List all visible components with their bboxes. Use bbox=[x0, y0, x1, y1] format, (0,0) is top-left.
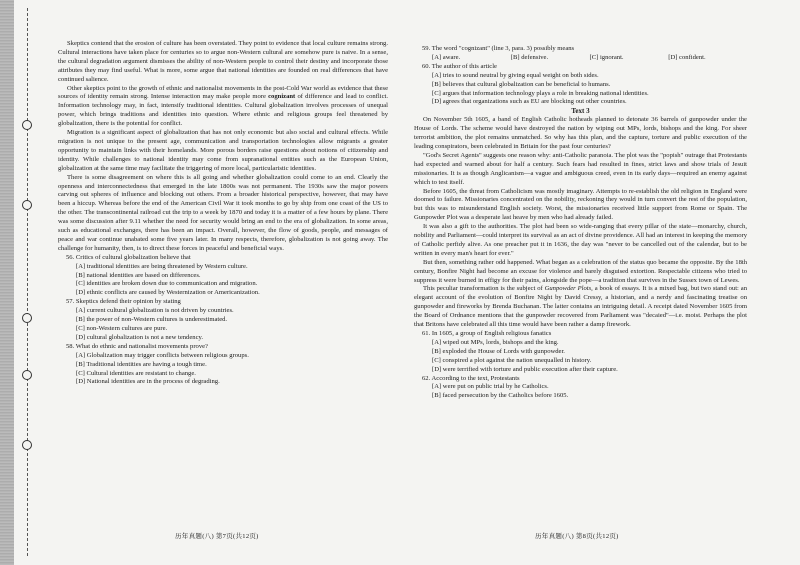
answer-option: [B] national identities are based on differences. bbox=[76, 271, 201, 279]
answer-option: [C] identities are broken down due to communication and migration. bbox=[76, 280, 258, 288]
page-footer: 历年真题(八) 第7页(共12页) bbox=[175, 533, 259, 540]
paragraph-text: of difference and lead to conflict. Information technology may, in fact, intensify traditional identities. Cultural globalization involves processes of unequal power, which brings traditions and identities into question. Where ethnic and religious groups feel threatened by globalization, there is the potential for conflict. bbox=[58, 93, 388, 128]
binding-hole bbox=[22, 200, 32, 210]
passage-paragraph: Skeptics contend that the erosion of culture has been overstated. They point to evidence that local culture remains strong. Cultural interactions have taken place for centuries so to argue non-Western cultural are somehow pure is naive. In a sense, the cultural degradation argument dismisses the ability of non-Western people to control their destiny and incorporate those attributes they may find useful. What is more, some argue that national identities are founded on real differences that have continued salience. bbox=[58, 40, 388, 83]
passage-paragraph: There is some disagreement on where this is all going and whether globalization could come to an end. Clearly the openness and interconnectedness that emerged in the late 1800s was not permanent. The 1930s saw the major powers carving out spheres of influence and blocking out others. From a broader historical perspective, however, that may have been a hiccup. Whereas before the end of the American Civil War it took months to go by ship from one coast of the US to the other. The transcontinental railroad cut the trip to a week by 1870 and today it is a matter of a few hours by plane. There was some discussion after 9.11 whether the need for security would bring an end to the era of globalization. In some areas, such as educational exchanges, there has been an impact. Overall, however, the flow of goods, people, and messages of peace and war continue unabated some five years later. In many respects, therefore, globalization is not going away. The challenge for humanity, then, is to direct these forces in peaceful and beneficial ways. bbox=[58, 173, 388, 252]
binding-hole bbox=[22, 370, 32, 380]
answer-options-row bbox=[414, 54, 747, 63]
answer-option: [D] confident. bbox=[668, 53, 706, 61]
answer-option: [A] aware. bbox=[432, 53, 461, 61]
passage-paragraph: It was also a gift to the authorities. The plot had been so wide-ranging that every pillar of the state—monarchy, church, nobility and Parliament—could interpret its survival as an act of divine providence. All had an interest in keeping the memory of Catholic perfidy alive. As one preacher put it in 1636, the day was "never to be cancelled out of the calendar, but to be written in every man's heart for ever." bbox=[414, 223, 747, 257]
answer-option: [D] agrees that organizations such as EU are blocking out other countries. bbox=[432, 98, 627, 106]
passage-paragraph bbox=[414, 285, 747, 330]
question-stem: 61. In 1605, a group of English religious fanatics bbox=[422, 330, 552, 337]
answer-option: [B] the power of non-Western cultures is underestimated. bbox=[76, 316, 228, 324]
passage-paragraph: "God's Secret Agents" suggests one reason why: anti-Catholic paranoia. The plot was the "popish" outrage that Protestants had expected and warned about for half a century. Such fears had resulted in fines, strict laws and show trials of Jesuit missionaries. It is as though Anglicanism—a vague and ambiguous creed, even in its early days—required an enemy against which to test itself. bbox=[414, 151, 747, 186]
answer-option: [D] ethnic conflicts are caused by Westernization or Americanization. bbox=[76, 289, 260, 297]
question-stem: 58. What do ethnic and nationalist movements prove? bbox=[66, 342, 208, 350]
answer-option: [D] cultural globalization is not a new tendency. bbox=[76, 333, 204, 341]
answer-option: [B] exploded the House of Lords with gunpowder. bbox=[432, 347, 565, 355]
answer-option: [B] Traditional identities are having a tough time. bbox=[76, 360, 207, 368]
answer-option: [C] Cultural identities are resistant to change. bbox=[76, 369, 196, 377]
binding-hole bbox=[22, 313, 32, 323]
binding-line bbox=[27, 8, 28, 556]
answer-option: [D] were terrified with torture and public execution after their capture. bbox=[432, 365, 618, 373]
question-stem: 56. Critics of cultural globalization believe that bbox=[66, 253, 191, 261]
answer-option: [A] current cultural globalization is not driven by countries. bbox=[76, 307, 234, 315]
answer-option: [A] Globalization may trigger conflicts between religious groups. bbox=[76, 351, 249, 359]
answer-option: [C] conspired a plot against the nation unequalled in history. bbox=[432, 356, 592, 364]
keyword-cognizant: cognizant bbox=[268, 93, 296, 101]
passage-paragraph: Before 1605, the threat from Catholicism was mostly imaginary. Attempts to re-establish the old religion in England were doomed to failure. Missionaries concentrated on the nobility, reckoning they would in turn convert the rest of the population, but this was to misunderstand English society. Worst, the missionaries received little support from Rome or Spain. The Gunpowder Plot was a desperate last heave by men who had already failed. bbox=[414, 187, 747, 222]
answer-option: [B] believes that cultural globalization can be beneficial to humans. bbox=[432, 80, 611, 88]
left-page bbox=[58, 40, 388, 387]
question-stem: 60. The author of this article bbox=[422, 62, 497, 70]
page-footer: 历年真题(八) 第8页(共12页) bbox=[535, 533, 619, 540]
passage-paragraph bbox=[58, 85, 388, 130]
question-stem: 57. Skeptics defend their opinion by stating bbox=[66, 298, 181, 306]
answer-option: [C] argues that information technology plays a role in breaking national identities. bbox=[432, 89, 649, 97]
text-heading: Text 3 bbox=[571, 107, 590, 116]
answer-option: [D] National identities are in the process of degrading. bbox=[76, 378, 220, 386]
passage-paragraph: But then, something rather odd happened. What began as a celebration of the status quo became the opposite. By the 18th century, Bonfire Night had become an excuse for violence and barely disguised extortion. Respectable citizens who tried to suppress it were burned in effigy for their pains, alongside the pope—a tradition that survives in the Sussex town of Lewes. bbox=[414, 258, 747, 284]
right-page bbox=[414, 45, 747, 401]
passage-paragraph: Migration is a significant aspect of globalization that has not only economic but also social and cultural effects. While migration is not unique to the present age, communication and transportation technologies allow migrants a greater opportunity to maintain links with their homelands. More porous borders raise questions about notions of citizenship and identity. While challenges to national identity may come from supranational entities such as the European Union, globalization at the same time may facilitate the triggering of more local, particularistic identities. bbox=[58, 129, 388, 172]
paragraph-text: , a book of essays. It is a mixed bag, but two stand out: an elegant account of the evolution of Bonfire Night by David Cressy, a historian, and a nerdy and fascinating treatise on gunpowder and fireworks by Brenda Buchanan. The latter contains an intriguing detail. A receipt dated November 1605 from the Board of Ordnance mentions that the gunpowder recovered from Parliament was "decaied"—i.e. moist. Perhaps the plot that Britons have celebrated all this time would have been rather a damp firework. bbox=[414, 285, 747, 329]
passage-paragraph: On November 5th 1605, a band of English Catholic hotheads planned to detonate 36 barrels of gunpowder under the House of Lords. The scheme would have destroyed the nation by wiping out MPs, lords, bishops and the king. For sheer terrorist ambition, the plot remains unmatched. So why has this plan, and the capture, torture and public execution of the leading conspirators, been celebrated in Britain for the past four centuries? bbox=[414, 116, 747, 150]
question-stem: 59. The word "cognizant" (line 3, para. 3) possibly means bbox=[422, 45, 575, 52]
answer-option: [B] faced persecution by the Catholics before 1605. bbox=[432, 392, 569, 400]
answer-option: [A] were put on public trial by he Catholics. bbox=[432, 383, 549, 391]
answer-option: [C] non-Western cultures are pure. bbox=[76, 325, 168, 332]
binding-hole bbox=[22, 440, 32, 450]
paragraph-text: Other skeptics point to the growth of ethnic and nationalist movements in the post-Cold War world as evidence that these sources of identity remain strong. Intense interaction may make people more bbox=[58, 84, 388, 101]
answer-option: [C] ignorant. bbox=[589, 53, 624, 61]
scan-edge bbox=[0, 0, 14, 565]
binding-hole bbox=[22, 120, 32, 130]
answer-option: [B] defensive. bbox=[510, 53, 549, 61]
answer-option: [A] wiped out MPs, lords, bishops and the king. bbox=[432, 338, 559, 346]
book-title: Gunpowder Plots bbox=[544, 285, 592, 293]
answer-option: [A] traditional identities are being threatened by Western culture. bbox=[76, 262, 248, 270]
question-stem: 62. According to the text, Protestants bbox=[422, 374, 520, 382]
paragraph-text: This peculiar transformation is the subject of bbox=[423, 285, 543, 293]
answer-option: [A] tries to sound neutral by giving equal weight on both sides. bbox=[432, 71, 599, 79]
